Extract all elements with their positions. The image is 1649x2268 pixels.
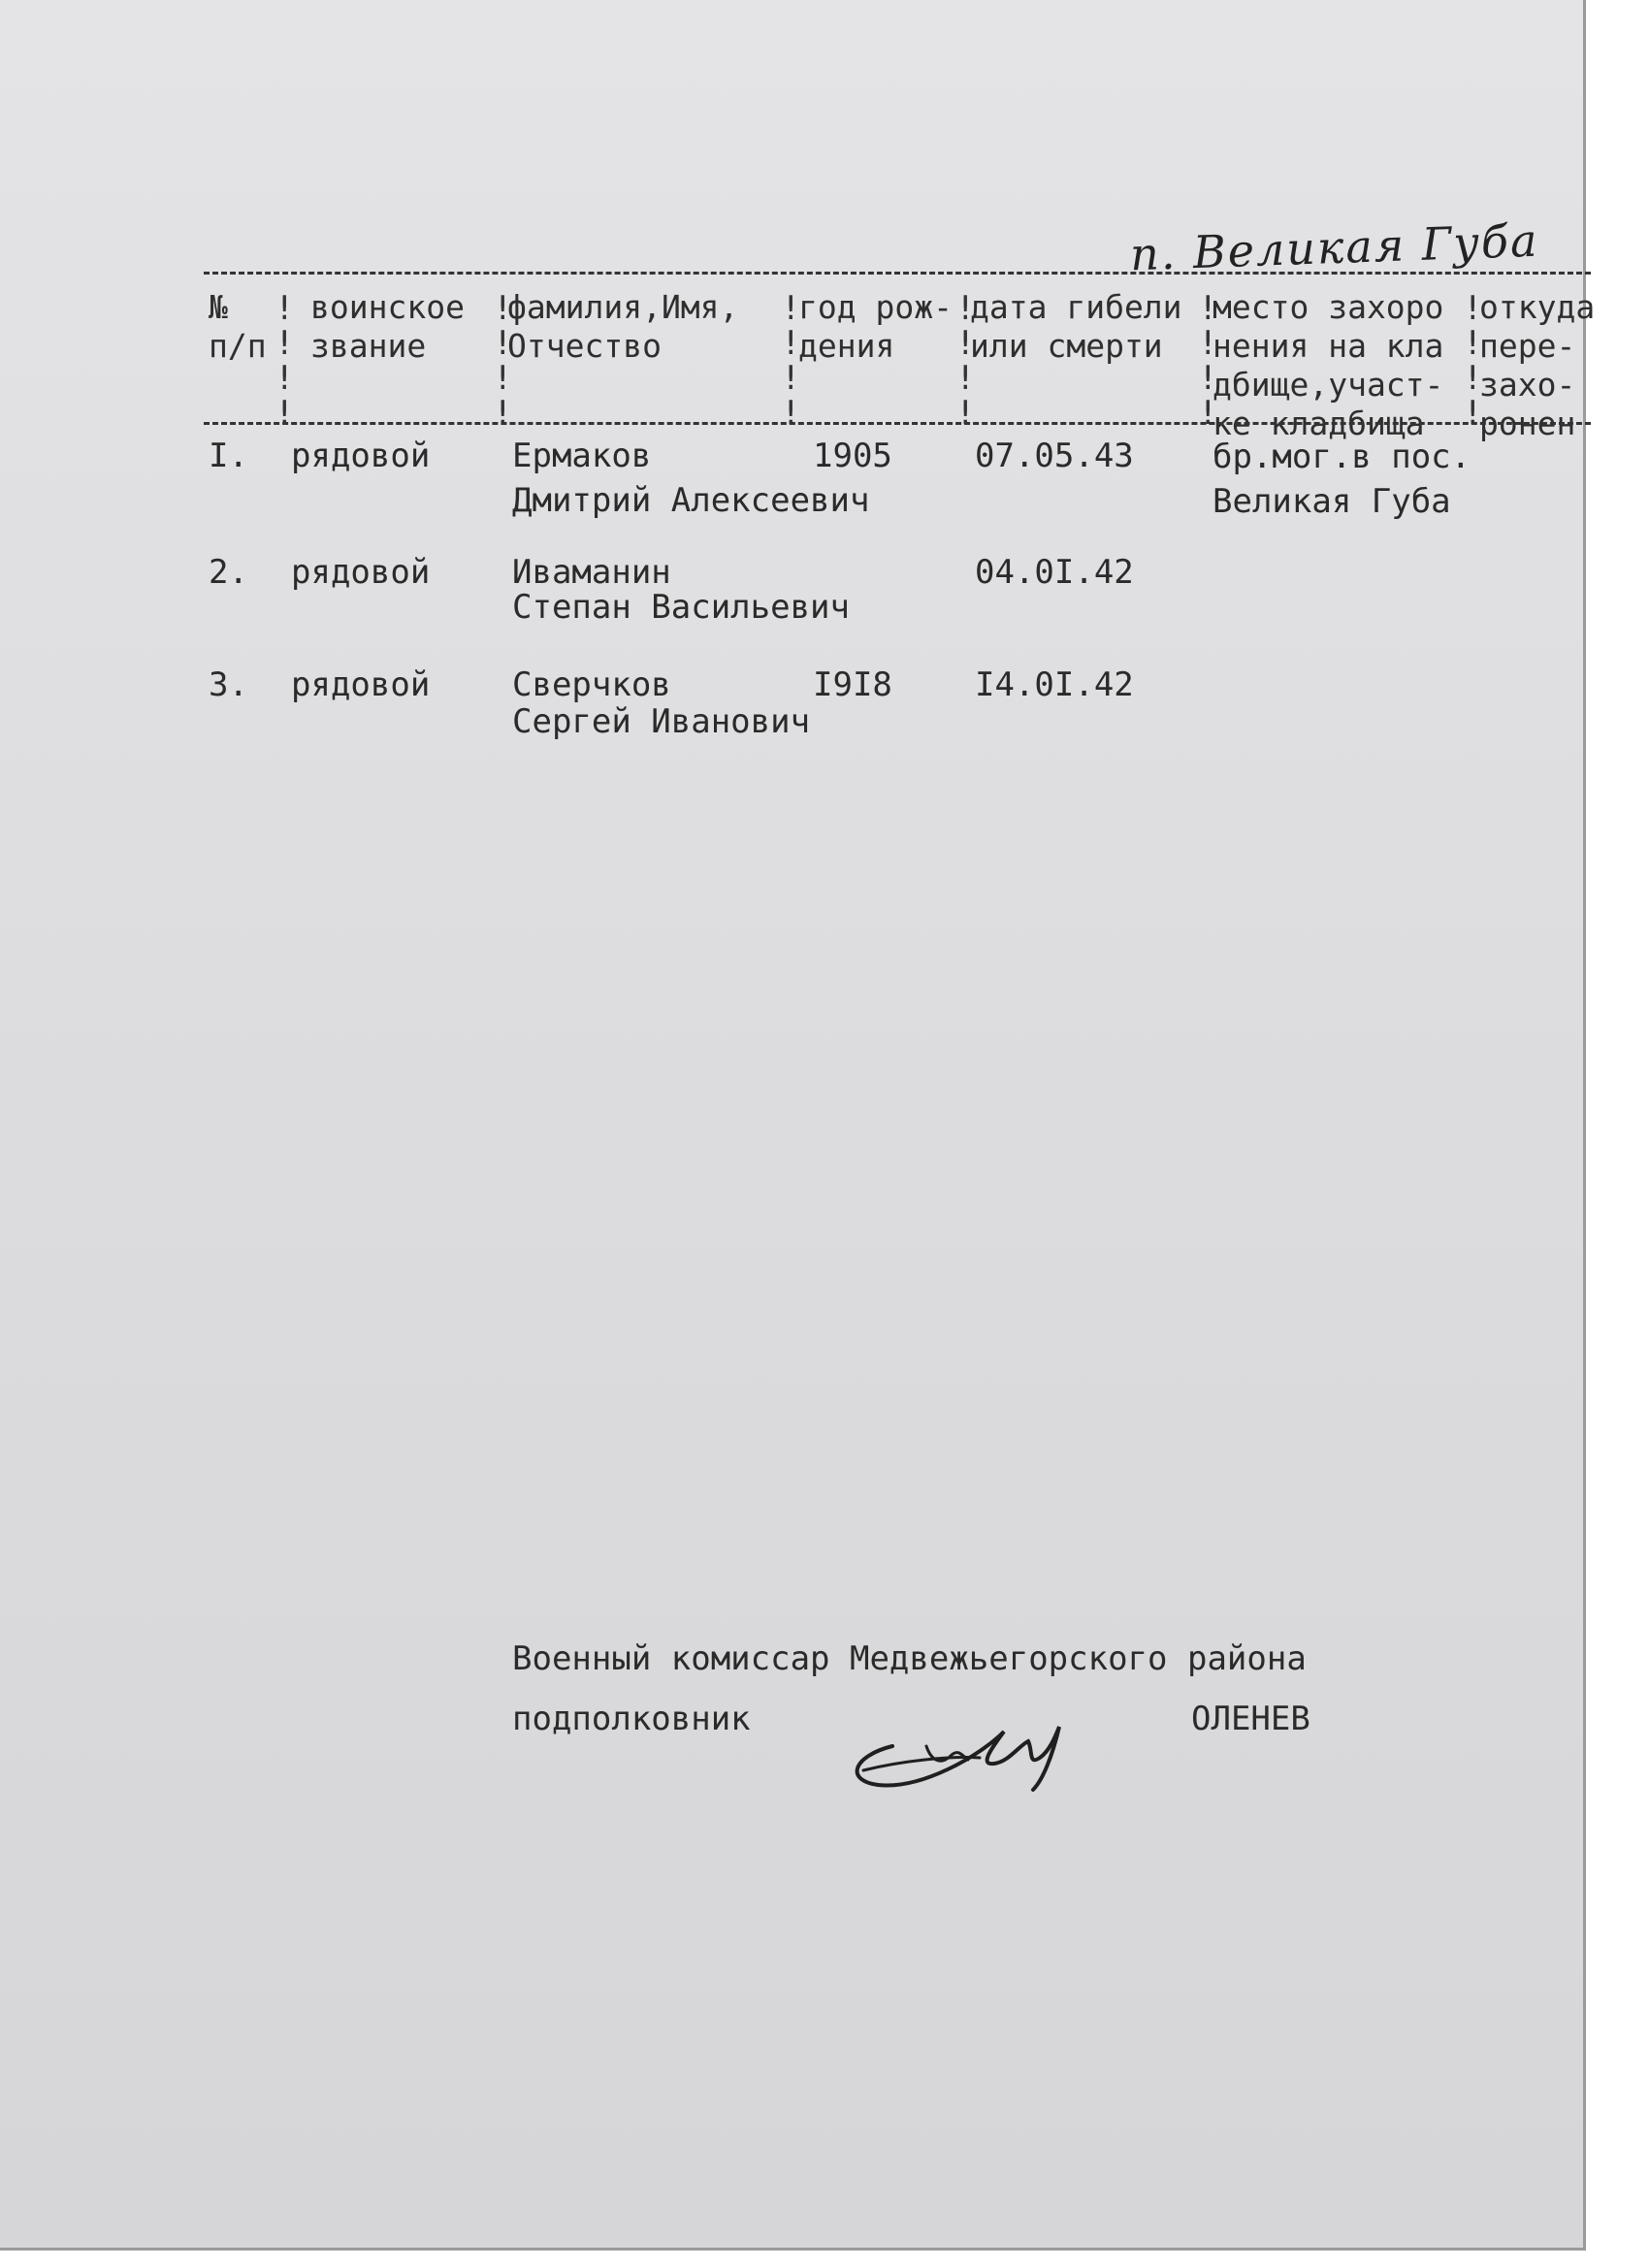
row-3-rank: рядовой: [291, 665, 431, 704]
header-death: дата гибели или смерти: [970, 288, 1182, 365]
column-separator: ! ! ! !: [493, 289, 513, 433]
row-2-rank: рядовой: [291, 553, 431, 592]
column-separator: ! ! ! !: [781, 289, 801, 433]
header-from: откуда пере- захо- ронен: [1479, 288, 1596, 442]
header-rank: воинское звание: [310, 288, 465, 365]
column-separator: ! ! ! !: [275, 289, 295, 433]
row-1-rank: рядовой: [291, 437, 431, 475]
row-2-given: Степан Васильевич: [512, 588, 850, 627]
row-3-surname: Сверчков: [512, 665, 671, 704]
header-num: № п/п: [209, 288, 267, 365]
footer-commissar-line: Военный комиссар Медвежьегорского района: [512, 1639, 1307, 1678]
row-2-num: 2.: [209, 553, 248, 592]
row-3-death: I4.0I.42: [975, 665, 1134, 704]
handwritten-place-note: п. Великая Губа: [1129, 213, 1540, 281]
column-separator: ! ! ! !: [955, 289, 976, 433]
row-2-death: 04.0I.42: [975, 553, 1134, 592]
header-burial: место захоро нения на кла дбище,участ- ке кладбища: [1212, 288, 1444, 442]
row-3-birth: I9I8: [813, 665, 892, 704]
row-1-birth: 1905: [813, 437, 892, 475]
table-header-rule: [204, 422, 1591, 425]
row-3-num: 3.: [209, 665, 248, 704]
column-separator: ! ! ! !: [1463, 289, 1483, 433]
header-birth: год рож- дения: [798, 288, 953, 365]
row-1-burial: бр.мог.в пос. Великая Губа: [1212, 437, 1471, 521]
row-1-death: 07.05.43: [975, 437, 1134, 475]
row-1-surname: Ермаков: [512, 437, 652, 475]
row-2-surname: Иваманин: [512, 553, 671, 592]
footer-position: подполковник: [512, 1700, 751, 1738]
header-name: фамилия,Имя, Отчество: [507, 288, 739, 365]
footer-surname: ОЛЕНЕВ: [1191, 1700, 1310, 1738]
row-1-given: Дмитрий Алексеевич: [512, 481, 870, 520]
row-3-given: Сергей Иванович: [512, 702, 811, 741]
signature-image: [834, 1688, 1086, 1795]
table-top-rule: [204, 272, 1591, 275]
column-separator: ! ! ! !: [1198, 289, 1218, 433]
row-1-num: I.: [209, 437, 248, 475]
